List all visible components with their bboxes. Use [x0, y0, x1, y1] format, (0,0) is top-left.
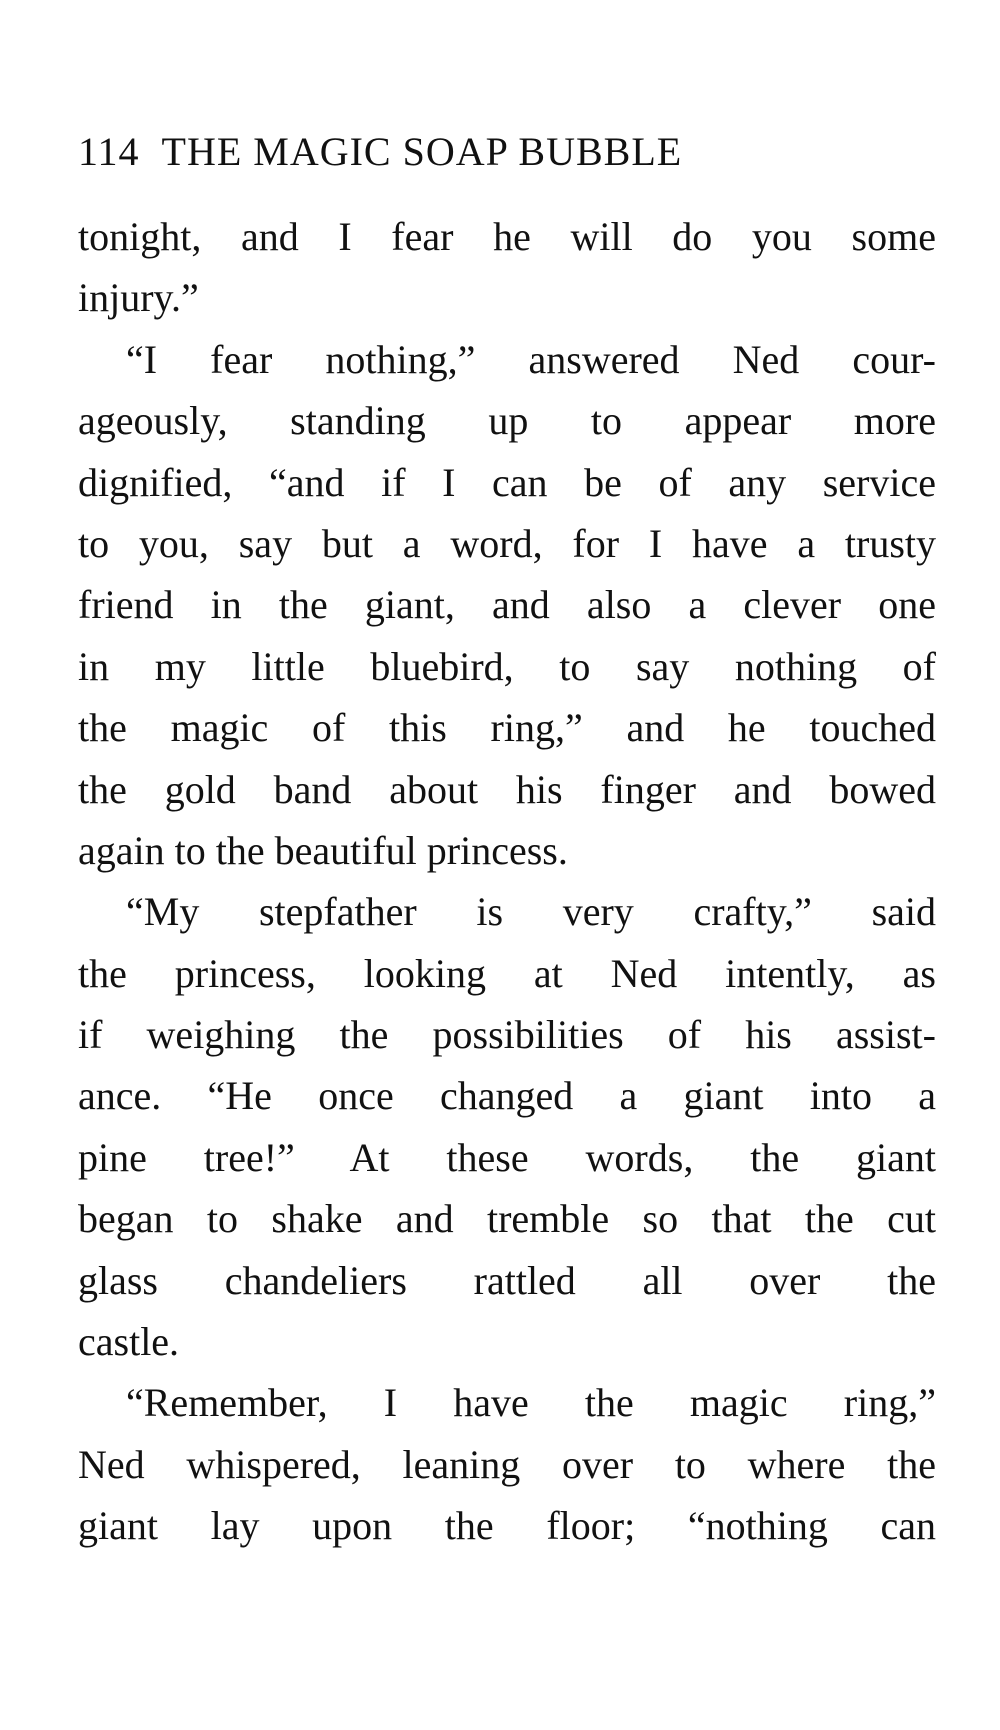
text-line: “My stepfather is very crafty,” said — [126, 889, 936, 935]
text-line: Ned whispered, leaning over to where the — [78, 1441, 936, 1487]
text-line: glass chandeliers rattled all over the — [78, 1257, 936, 1303]
text-line: pine tree!” At these words, the giant — [78, 1134, 936, 1180]
text-line: began to shake and tremble so that the cut — [78, 1196, 936, 1242]
text-line: again to the beautiful princess. — [78, 827, 568, 873]
page-number: 114 — [78, 129, 140, 174]
body-text — [78, 206, 936, 1557]
running-header — [78, 128, 938, 175]
text-line: “Remember, I have the magic ring,” — [126, 1380, 936, 1426]
text-line: castle. — [78, 1319, 180, 1365]
text-line: tonight, and I fear he will do you some — [78, 214, 936, 259]
text-line: to you, say but a word, for I have a trusty — [78, 520, 936, 566]
text-line: dignified, “and if I can be of any service — [78, 459, 936, 505]
text-line: in my little bluebird, to say nothing of — [78, 643, 936, 689]
text-line: “I fear nothing,” answered Ned cour- — [126, 336, 936, 382]
text-line: the princess, looking at Ned intently, as — [78, 950, 936, 996]
text-line: ance. “He once changed a giant into a — [78, 1073, 936, 1119]
text-line: friend in the giant, and also a clever one — [78, 582, 936, 628]
text-line: if weighing the possibilities of his assist- — [78, 1012, 936, 1058]
text-line: ageously, standing up to appear more — [78, 398, 936, 444]
text-line: giant lay upon the floor; “nothing can — [78, 1503, 936, 1549]
text-line: the gold band about his finger and bowed — [78, 766, 936, 812]
running-title: THE MAGIC SOAP BUBBLE — [161, 129, 683, 174]
text-line: the magic of this ring,” and he touched — [78, 705, 936, 751]
text-line: injury.” — [78, 275, 199, 321]
